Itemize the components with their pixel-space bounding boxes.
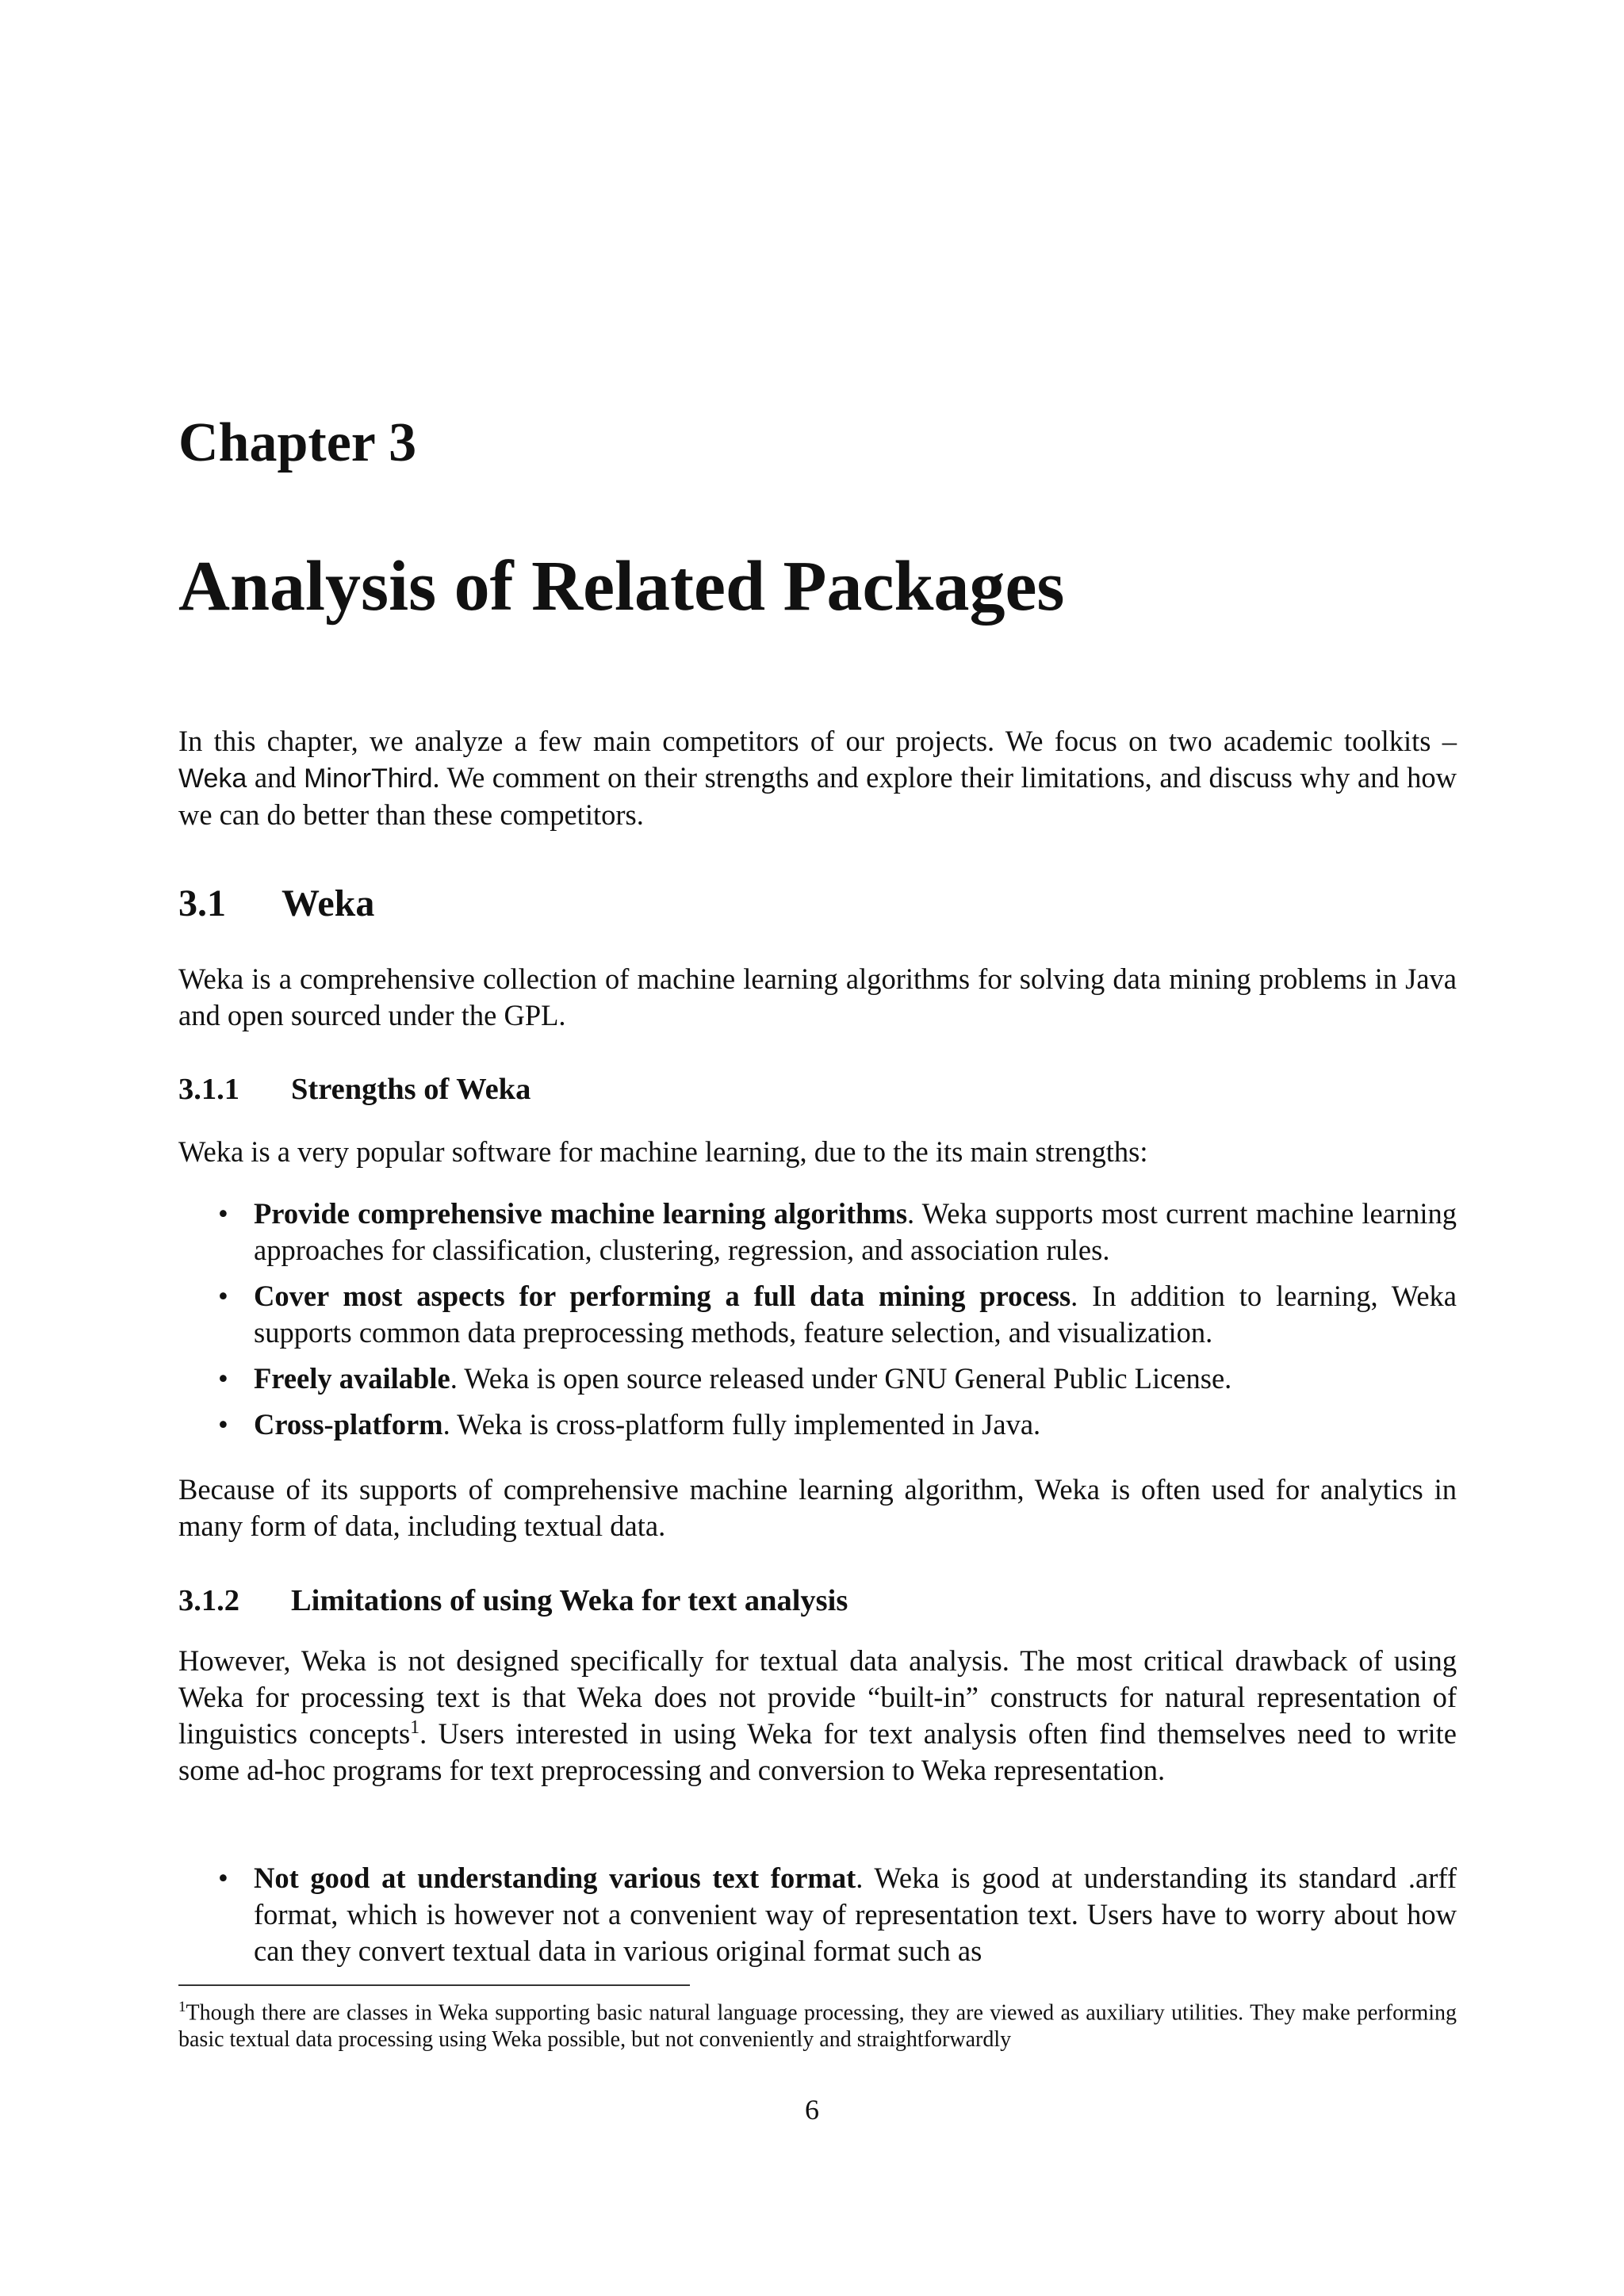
strengths-intro-paragraph <box>178 1134 1457 1170</box>
subsection-number: 3.1.2 <box>178 1584 239 1617</box>
bullet-icon: • <box>218 1280 228 1312</box>
list-item-text: . Weka is good at understanding its standard .arff format, which is however not a convenient way of representation text. Users have to worry about how can they convert textual data in various original format such as <box>254 1862 1457 1967</box>
subsection-heading-3-1-2 <box>178 1583 848 1618</box>
page-number: 6 <box>805 2094 819 2126</box>
strengths-list <box>178 1196 1457 1452</box>
weka-intro-paragraph <box>178 961 1457 1034</box>
list-item <box>178 1278 1457 1351</box>
list-item <box>178 1360 1457 1397</box>
subsection-title: Strengths of Weka <box>291 1073 531 1106</box>
list-item <box>178 1196 1457 1269</box>
strengths-closing-paragraph <box>178 1471 1457 1544</box>
subsection-heading-3-1-1 <box>178 1072 530 1107</box>
footnote-marker: 1 <box>178 1999 186 2015</box>
list-item-lead: Freely available <box>254 1362 450 1395</box>
paragraph-text: However, Weka is not designed specifically for textual data analysis. The most critical drawback of using Weka for processing text is that Weka does not provide “built-in” constructs for natural representation of linguistics concepts <box>178 1644 1457 1750</box>
paragraph-text: Weka is a comprehensive collection of machine learning algorithms for solving data mining problems in Java and open sourced under the GPL. <box>178 962 1457 1031</box>
list-item-text: . Weka is open source released under GNU General Public License. <box>450 1362 1232 1395</box>
footnote-reference[interactable]: 1 <box>410 1716 420 1738</box>
bullet-icon: • <box>218 1197 228 1230</box>
section-title: Weka <box>282 882 375 924</box>
tool-name-minorthird: MinorThird <box>304 763 433 794</box>
footnote <box>178 1994 1457 2053</box>
tool-name-weka: Weka <box>178 763 247 794</box>
limitations-intro-paragraph <box>178 1643 1457 1789</box>
section-heading-3-1 <box>178 882 374 925</box>
bullet-icon: • <box>218 1362 228 1395</box>
intro-text: . We comment on their strengths and explore their limitations, and discuss why and how we can do better than these competitors. <box>178 761 1457 831</box>
paragraph-text: . Users interested in using Weka for text analysis often find themselves need to write some ad-hoc programs for text preprocessing and conversion to Weka representation. <box>178 1717 1457 1786</box>
section-number: 3.1 <box>178 882 226 924</box>
list-item-lead: Provide comprehensive machine learning algorithms <box>254 1197 908 1230</box>
bullet-icon: • <box>218 1862 228 1894</box>
chapter-title: Analysis of Related Packages <box>178 547 1065 626</box>
list-item-text: . In addition to learning, Weka supports common data preprocessing methods, feature selection, and visualization. <box>254 1280 1457 1349</box>
bullet-icon: • <box>218 1408 228 1441</box>
list-item-lead: Cover most aspects for performing a full data mining process <box>254 1280 1071 1312</box>
intro-paragraph <box>178 723 1457 833</box>
paragraph-text: Because of its supports of comprehensive machine learning algorithm, Weka is often used for analytics in many form of data, including textual data. <box>178 1473 1457 1542</box>
limitations-list <box>178 1860 1457 1979</box>
list-item-text: . Weka supports most current machine learning approaches for classification, clustering, regression, and association rules. <box>254 1197 1457 1266</box>
chapter-label: Chapter 3 <box>178 412 417 473</box>
list-item-lead: Not good at understanding various text format <box>254 1862 856 1894</box>
subsection-title: Limitations of using Weka for text analysis <box>291 1584 848 1617</box>
list-item <box>178 1860 1457 1969</box>
list-item-text: . Weka is cross-platform fully implemented in Java. <box>442 1408 1041 1441</box>
intro-text: In this chapter, we analyze a few main competitors of our projects. We focus on two academic toolkits – <box>178 725 1457 757</box>
list-item <box>178 1406 1457 1443</box>
footnote-text: Though there are classes in Weka supporting basic natural language processing, they are viewed as auxiliary utilities. They make performing basic textual data processing using Weka possible, but not conveniently and straightforwardly <box>178 2000 1457 2053</box>
footnote-divider <box>178 1984 690 1986</box>
paragraph-text: Weka is a very popular software for machine learning, due to the its main strengths: <box>178 1135 1148 1168</box>
intro-text: and <box>247 761 304 794</box>
list-item-lead: Cross-platform <box>254 1408 443 1441</box>
subsection-number: 3.1.1 <box>178 1073 239 1106</box>
